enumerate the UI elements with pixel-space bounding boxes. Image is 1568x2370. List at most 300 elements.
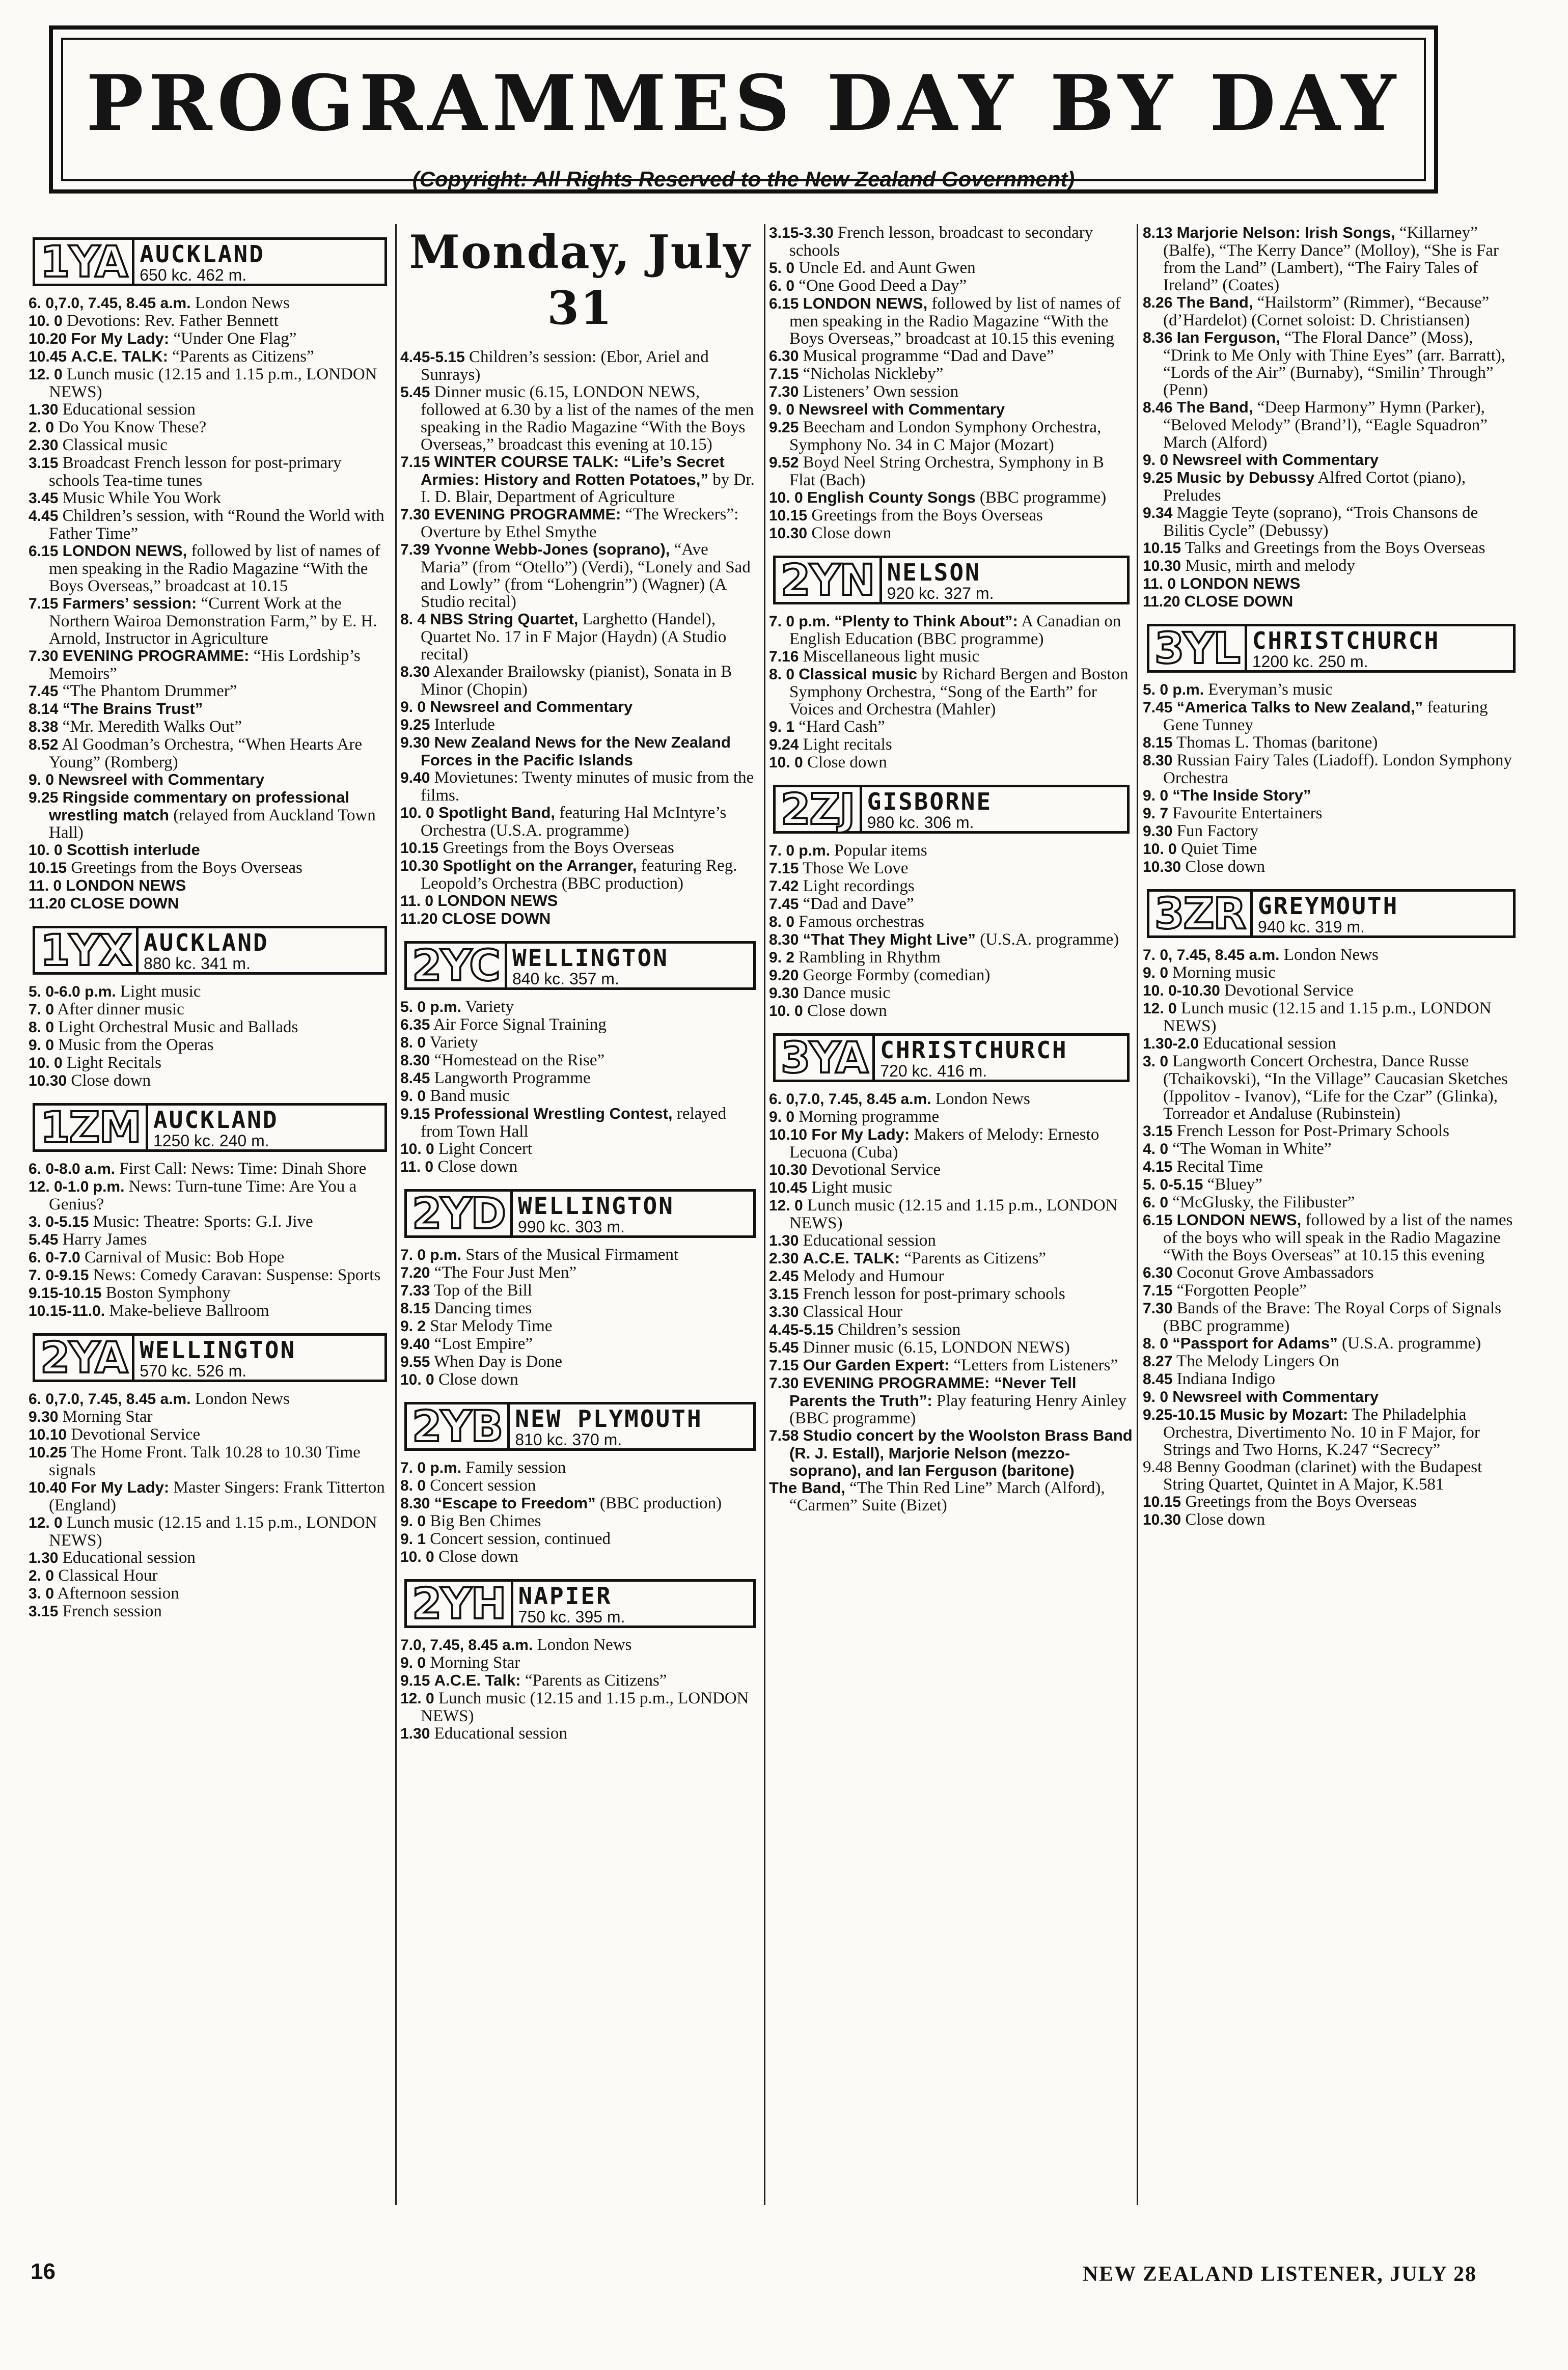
entry-time: 7.15 — [769, 860, 799, 877]
entry-text: The Home Front. Talk 10.28 to 10.30 Time signals — [49, 1443, 361, 1479]
programme-entry — [29, 1479, 391, 1514]
entry-time: 10. 0-10.30 — [1143, 982, 1220, 999]
entry-text: London News — [195, 294, 290, 312]
programme-entry — [29, 1178, 391, 1213]
entry-time: 7. 0 p.m. — [769, 613, 831, 630]
day-title: Monday, July 31 — [409, 225, 751, 335]
entry-time: 4.15 — [1143, 1159, 1173, 1175]
station-info — [507, 944, 753, 987]
entry-time: 7. 0 p.m. — [400, 1247, 462, 1263]
station-info — [139, 928, 384, 972]
entry-time: 7.45 — [29, 683, 59, 700]
station-header — [33, 1103, 387, 1152]
station-call-sign: 1YA — [35, 240, 134, 284]
entry-text: French session — [62, 1602, 162, 1620]
entry-text: Alfred Cortot (piano), Preludes — [1163, 469, 1466, 505]
programme-entry — [769, 507, 1134, 525]
programme-entry — [1143, 1406, 1520, 1458]
entry-highlight: The Band, — [769, 1479, 845, 1497]
entry-time: 12. 0 — [769, 1197, 803, 1214]
programme-entry — [769, 895, 1134, 913]
entry-time: 11.20 — [29, 895, 66, 912]
entry-time: 9.30 — [769, 985, 799, 1002]
entry-time: 9. 0 — [29, 771, 54, 788]
entry-time: 3. 0 — [1143, 1053, 1169, 1070]
entry-text: Listeners’ Own session — [803, 382, 959, 401]
programme-entry — [29, 1231, 391, 1249]
entry-text: Music While You Work — [62, 489, 222, 507]
entry-time: 7.0, 7.45, 8.45 a.m. — [400, 1637, 533, 1654]
entry-time: 10.15 — [400, 840, 439, 857]
column-4 — [1143, 224, 1520, 2241]
programme-entry — [29, 1160, 391, 1178]
entry-time: 7.45 — [769, 896, 799, 913]
entry-time: 5. 0-6.0 p.m. — [29, 983, 116, 1000]
station-call-sign: 2YB — [407, 1404, 510, 1448]
station-header — [404, 941, 756, 990]
entry-text: (BBC production) — [599, 1494, 722, 1512]
programme-entry — [29, 489, 391, 507]
entry-text: “Killarney” (Balfe), “The Kerry Dance” (Molloy), “She is Far from the Land” (Lambert), “The Fairy Tales of Ireland” (Coates) — [1163, 224, 1499, 294]
entry-highlight: Newsreel with Commentary — [58, 770, 265, 788]
entry-text: Children’s session: (Ebor, Ariel and Sunrays) — [421, 348, 709, 384]
station-call-sign: 3ZR — [1149, 892, 1253, 935]
entry-time: 5.45 — [769, 1339, 799, 1356]
programme-entry — [400, 892, 760, 910]
entry-text: Carnival of Music: Bob Hope — [84, 1248, 285, 1266]
entry-text: Recital Time — [1176, 1158, 1263, 1176]
entry-highlight: “That They Might Live” — [803, 930, 976, 948]
station-header — [773, 1033, 1130, 1082]
programme-entry — [400, 1300, 760, 1317]
programme-entry — [29, 595, 391, 647]
programme-entry — [769, 383, 1134, 401]
entry-text: Music from the Operas — [58, 1036, 214, 1054]
entry-time: 10.30 — [1143, 859, 1181, 875]
programme-entry — [1143, 1458, 1520, 1493]
entry-text: Langworth Concert Orchestra, Dance Russe (Tchaikovski), “In the Village” Caucasian Sketches (Ippolitov - Ivanov), “Life for the Czar” (Glinka), Torreador et Andaluse (Rubinstein) — [1163, 1052, 1508, 1123]
entry-time: 6.15 — [769, 295, 799, 312]
entry-time: 8.30 — [400, 1495, 430, 1512]
entry-text: Indiana Indigo — [1176, 1370, 1275, 1388]
programme-entry — [29, 1036, 391, 1054]
entry-text: Maggie Teyte (soprano), “Trois Chansons de Bilitis Cycle” (Debussy) — [1163, 504, 1478, 540]
programme-entry — [1143, 1264, 1520, 1282]
entry-time: 10. 0 — [29, 842, 63, 859]
entry-time: 10. 0 — [769, 489, 803, 506]
entry-time: 10. 0 — [400, 1371, 434, 1388]
programme-entry — [400, 698, 760, 716]
entry-time: 8.45 — [400, 1070, 430, 1087]
programme-entry — [769, 613, 1134, 648]
programme-entry — [400, 1052, 760, 1069]
entry-time: 8.27 — [1143, 1353, 1173, 1370]
entry-text: Music: Theatre: Sports: G.I. Jive — [93, 1212, 313, 1231]
station-header — [404, 1579, 756, 1628]
programme-entry — [1143, 734, 1520, 752]
programme-entry — [769, 1427, 1134, 1479]
entry-time: 9. 0 — [1143, 1389, 1169, 1406]
entry-text: Children’s session, with “Round the World with Father Time” — [49, 507, 384, 543]
entry-time: 11. 0 — [1143, 575, 1176, 592]
entry-highlight: CLOSE DOWN — [1184, 592, 1294, 610]
entry-highlight: New Zealand News for the New Zealand Forces in the Pacific Islands — [421, 733, 731, 769]
station-city: WELLINGTON — [140, 1336, 296, 1364]
programme-entry — [1143, 805, 1520, 822]
station-frequency: 840 kc. 357 m. — [512, 970, 619, 988]
entry-text: First Call: News: Time: Dinah Shore — [119, 1160, 367, 1178]
programme-entry — [769, 1161, 1134, 1179]
entry-time: 10.15 — [769, 507, 808, 524]
entry-text: Morning Star — [62, 1408, 153, 1426]
entry-text: featuring Reg. Leopold’s Orchestra (BBC production) — [421, 857, 737, 893]
entry-time: 10. 0 — [769, 754, 803, 771]
entry-text: Top of the Bill — [434, 1281, 532, 1300]
entry-time: 9.25 — [29, 789, 59, 806]
entry-text: Favourite Entertainers — [1172, 804, 1323, 822]
station-call-sign: 2YH — [407, 1582, 513, 1625]
entry-time: 12. 0-1.0 p.m. — [29, 1178, 125, 1195]
entry-text: Light Orchestral Music and Ballads — [58, 1018, 298, 1036]
entry-text: Make-believe Ballroom — [109, 1302, 269, 1320]
entry-time: 8.30 — [769, 931, 799, 948]
entry-time: 9. 0 — [1143, 964, 1169, 981]
entry-time: 9.55 — [400, 1354, 430, 1370]
station-call-sign: 2ZJ — [776, 787, 862, 831]
station-info — [882, 558, 1127, 602]
entry-text: Do You Know These? — [58, 418, 207, 436]
station-city: CHRISTCHURCH — [1252, 627, 1440, 654]
entry-text: French Lesson for Post-Primary Schools — [1176, 1122, 1449, 1140]
station-city: NEW PLYMOUTH — [515, 1405, 703, 1432]
entry-time: 7.15 — [29, 595, 59, 612]
entry-time: 7. 0 p.m. — [769, 842, 831, 859]
entry-highlight: LONDON NEWS — [437, 892, 558, 910]
entry-time: 8.14 — [29, 701, 59, 718]
station-header — [404, 1402, 756, 1451]
programme-entry — [769, 1479, 1134, 1514]
entry-text: followed by list of names of men speaking in the Radio Magazine “With the Boys Overseas,” broadcast at 10.15 — [49, 542, 380, 595]
entry-text: Musical programme “Dad and Dave” — [803, 347, 1054, 365]
programme-entry — [29, 1585, 391, 1603]
programme-entry — [1143, 1176, 1520, 1194]
entry-text: Greetings from the Boys Overseas — [71, 859, 302, 877]
programme-entry — [1143, 787, 1520, 805]
station-city: GREYMOUTH — [1258, 892, 1399, 920]
entry-text: Close down — [811, 524, 892, 542]
entry-text: Educational session — [62, 1549, 196, 1567]
entry-text: Educational session — [803, 1231, 936, 1250]
entry-highlight: WINTER COURSE TALK: “Life’s Secret Armies: History and Rotten Potatoes,” — [421, 453, 725, 488]
programme-entry — [400, 611, 760, 663]
entry-time: 6.30 — [1143, 1264, 1173, 1281]
entry-time: 8. 0 — [769, 914, 795, 930]
entry-text: Dinner music (6.15, LONDON NEWS, followed at 6.30 by a list of the names of the men speaking in the Radio Magazine “With the Boys Overseas,” broadcast this evening at 10.15) — [421, 383, 754, 454]
entry-time: 7.58 — [769, 1427, 799, 1444]
programme-entry — [400, 998, 760, 1016]
entry-time: 6. 0,7.0, 7.45, 8.45 a.m. — [769, 1091, 931, 1108]
entry-text: Morning Star — [430, 1654, 520, 1672]
entry-highlight: A.C.E. TALK: — [803, 1249, 900, 1267]
entry-time: 10.15-11.0. — [29, 1303, 105, 1319]
station-call-sign: 1ZM — [35, 1106, 148, 1149]
entry-time: 9. 0 — [769, 1109, 795, 1125]
programme-entry — [400, 910, 760, 928]
entry-time: 7.16 — [769, 648, 799, 665]
entry-time: 11.20 — [400, 911, 438, 927]
entry-time: 10. 0 — [29, 1055, 63, 1071]
entry-time: 10. 0 — [1143, 841, 1177, 858]
entry-time: 9.52 — [769, 454, 799, 471]
programme-entry — [29, 1054, 391, 1072]
programme-entry — [29, 542, 391, 595]
entry-text: “Lost Empire” — [434, 1335, 533, 1353]
programme-entry — [769, 1357, 1134, 1374]
entry-time: 3. 0-5.15 — [29, 1214, 89, 1230]
entry-text: Miscellaneous light music — [803, 647, 980, 666]
entry-text: “Parents as Citizens” — [172, 347, 314, 366]
programme-entry — [769, 1374, 1134, 1427]
entry-time: 7. 0 p.m. — [400, 1459, 462, 1476]
entry-time: 8. 0 — [29, 1019, 54, 1036]
entry-time: 8.15 — [1143, 734, 1173, 751]
entry-time: 8.36 — [1143, 329, 1173, 346]
entry-text: Lunch music (12.15 and 1.15 p.m., LONDON NEWS) — [789, 1196, 1118, 1232]
entry-time: 3.15 — [769, 1286, 799, 1303]
programme-entry — [400, 541, 760, 611]
entry-time: 3.15-3.30 — [769, 225, 834, 241]
entry-time: 5.45 — [400, 384, 430, 401]
entry-time: 12. 0 — [29, 1514, 63, 1531]
entry-text: News: Comedy Caravan: Suspense: Sports — [93, 1266, 381, 1284]
entry-time: 1.30-2.0 — [1143, 1035, 1199, 1052]
station-frequency: 990 kc. 303 m. — [518, 1218, 625, 1236]
entry-text: Close down — [807, 1002, 887, 1020]
programme-entry — [400, 839, 760, 857]
entry-text: “Forgotten People” — [1176, 1281, 1307, 1300]
entry-highlight: Newsreel with Commentary — [1172, 451, 1379, 469]
entry-text: Harry James — [62, 1230, 147, 1249]
entry-text: “Hard Cash” — [799, 718, 885, 736]
entry-time: 5. 0-5.15 — [1143, 1176, 1203, 1193]
entry-highlight: Music by Debussy — [1176, 469, 1315, 486]
entry-highlight: “The Inside Story” — [1172, 786, 1311, 804]
programme-entry — [769, 1002, 1134, 1020]
programme-entry — [1143, 1053, 1520, 1122]
programme-entry — [1143, 752, 1520, 787]
entry-text: “Ave Maria” (from “Otello”) (Verdi), “Lonely and Sad and Lowly” (from “Lohengrin”) (Wagner) (A Studio recital) — [421, 540, 751, 611]
station-header — [33, 237, 387, 286]
station-call-sign: 1YX — [35, 928, 139, 972]
programme-entry — [769, 224, 1134, 259]
entry-time: 7.45 — [1143, 699, 1173, 716]
programme-entry — [769, 1303, 1134, 1321]
programme-entry — [769, 277, 1134, 295]
programme-entry — [400, 1140, 760, 1158]
entry-time: 9. 0 — [400, 699, 426, 715]
programme-entry — [29, 436, 391, 454]
entry-text: followed by list of names of men speaking in the Radio Magazine “With the Boys Overseas,” broadcast at 10.15 this evening — [789, 294, 1121, 348]
entry-text: Big Ben Chimes — [430, 1512, 541, 1530]
entry-text: Children’s session — [838, 1320, 961, 1339]
programme-entry — [1143, 294, 1520, 329]
programme-entry — [400, 1158, 760, 1176]
programme-entry — [1143, 469, 1520, 504]
entry-text: “The Phantom Drummer” — [62, 682, 237, 700]
entry-text: followed by a list of the names of the boys who will speak in the Radio Magazine “With the Boys Overseas” at 10.15 this evening — [1163, 1211, 1513, 1264]
programme-entry — [400, 1317, 760, 1335]
entry-time: 9.25 — [1143, 470, 1173, 486]
programme-entry — [769, 754, 1134, 771]
programme-entry — [29, 859, 391, 877]
station-call-sign: 3YL — [1149, 626, 1247, 670]
programme-entry — [769, 525, 1134, 542]
entry-time: 7.42 — [769, 878, 799, 895]
programme-entry — [29, 1567, 391, 1585]
entry-time: 2.30 — [29, 437, 59, 454]
station-city: NELSON — [887, 559, 981, 586]
entry-text: London News — [537, 1636, 632, 1654]
station-call-sign: 2YC — [407, 944, 507, 987]
programme-entry — [1143, 1282, 1520, 1300]
entry-time: 7.30 — [400, 506, 430, 523]
programme-entry — [400, 716, 760, 734]
entry-time: 8. 0 — [400, 1477, 426, 1494]
programme-entry — [769, 967, 1134, 984]
entry-text: Dinner music (6.15, LONDON NEWS) — [803, 1338, 1070, 1357]
entry-text: Russian Fairy Tales (Liadoff). London Symphony Orchestra — [1163, 751, 1512, 787]
entry-time: 10.25 — [29, 1444, 67, 1461]
station-info — [513, 1192, 753, 1235]
entry-time: 10.45 — [29, 348, 67, 365]
entry-time: 8.30 — [1143, 752, 1173, 769]
entry-time: 9.20 — [769, 967, 799, 984]
programme-entry — [769, 949, 1134, 967]
entry-text: Light Concert — [438, 1140, 533, 1158]
entry-text: Popular items — [834, 841, 927, 860]
programme-entry — [400, 1016, 760, 1034]
entry-time: 9. 0 — [400, 1088, 426, 1105]
programme-entry — [769, 365, 1134, 383]
entry-text: Light recordings — [803, 877, 915, 895]
programme-entry — [400, 1548, 760, 1566]
entry-time: 3.15 — [29, 455, 59, 472]
entry-text: Air Force Signal Training — [433, 1015, 607, 1034]
station-city: CHRISTCHURCH — [880, 1036, 1068, 1064]
programme-entry — [29, 700, 391, 718]
entry-time: 10.30 — [1143, 558, 1181, 574]
programme-entry — [1143, 1388, 1520, 1406]
programme-entry — [29, 1302, 391, 1320]
programme-entry — [769, 259, 1134, 277]
programme-entry — [1143, 681, 1520, 699]
entry-text: Bands of the Brave: The Royal Corps of Signals (BBC programme) — [1163, 1299, 1501, 1335]
entry-time: 9.30 — [400, 734, 430, 751]
entry-time: 8.52 — [29, 736, 59, 753]
programme-entry — [1143, 1122, 1520, 1140]
entry-text: Afternoon session — [57, 1584, 179, 1603]
entry-highlight: Music by Mozart: — [1220, 1406, 1349, 1423]
entry-time: 5. 0 p.m. — [1143, 681, 1204, 698]
entry-time: 3.45 — [29, 490, 59, 507]
programme-entry — [769, 1285, 1134, 1303]
entry-text: “The Four Just Men” — [434, 1263, 577, 1282]
programme-entry — [769, 1126, 1134, 1161]
entry-text: Boyd Neel String Orchestra, Symphony in B Flat (Bach) — [789, 453, 1104, 489]
entry-text: “His Lordship’s Memoirs” — [49, 647, 361, 683]
programme-entry — [400, 1654, 760, 1672]
entry-text: Devotional Service — [71, 1425, 201, 1444]
entry-time: 1.30 — [769, 1232, 799, 1249]
entry-highlight: Ringside commentary on professional wrestling match — [49, 788, 349, 824]
entry-time: 12. 0 — [29, 366, 63, 383]
entry-text: London News — [1283, 946, 1379, 964]
programme-entry — [769, 347, 1134, 365]
entry-time: 7. 0, 7.45, 8.45 a.m. — [1143, 947, 1280, 963]
entry-text: Light recitals — [803, 735, 892, 754]
programme-entry — [769, 489, 1134, 507]
programme-entry — [769, 860, 1134, 877]
entry-text: “The Woman in White” — [1172, 1140, 1332, 1158]
entry-time: 7.39 — [400, 541, 430, 558]
programme-entry — [400, 1690, 760, 1725]
programme-entry — [400, 1672, 760, 1690]
entry-text: by Richard Bergen and Boston Symphony Orchestra, “Song of the Earth” for Voices and Orchestra (Mahler) — [789, 665, 1129, 719]
programme-entry — [29, 771, 391, 789]
station-info — [148, 1106, 384, 1149]
programme-entry — [769, 718, 1134, 736]
entry-time: 7.15 — [769, 366, 799, 382]
station-info — [134, 240, 384, 284]
entry-time: 8.30 — [400, 1052, 430, 1069]
entry-text: London News — [935, 1090, 1030, 1108]
entry-time: 10.15 — [29, 860, 67, 876]
entry-time: 9. 0 — [1143, 452, 1169, 469]
entry-time: 9. 0 — [400, 1513, 426, 1530]
entry-time: 9.15 — [400, 1672, 430, 1689]
entry-highlight: EVENING PROGRAMME: — [434, 505, 621, 523]
entry-highlight: Classical music — [799, 665, 917, 683]
entry-text: Classical Hour — [803, 1303, 902, 1321]
station-city: WELLINGTON — [518, 1192, 674, 1220]
entry-text: “Parents as Citizens” — [904, 1249, 1047, 1267]
entry-time: 11.20 — [1143, 593, 1180, 610]
station-header — [33, 1333, 387, 1382]
entry-text: Educational session — [62, 400, 196, 419]
programme-entry — [1143, 1211, 1520, 1264]
entry-text: Dance music — [803, 984, 890, 1002]
station-city: AUCKLAND — [144, 929, 269, 956]
programme-entry — [29, 454, 391, 489]
entry-text: 9.48 Benny Goodman (clarinet) with the Budapest String Quartet, Quintet in A Major, K.581 — [1143, 1458, 1482, 1494]
programme-entry — [400, 1264, 760, 1282]
station-frequency: 810 kc. 370 m. — [515, 1430, 622, 1449]
station-frequency: 880 kc. 341 m. — [144, 954, 251, 973]
programme-entry — [769, 913, 1134, 931]
entry-time: 7.30 — [1143, 1300, 1173, 1317]
entry-highlight: Newsreel with Commentary — [1172, 1388, 1379, 1406]
programme-entry — [1143, 1300, 1520, 1335]
entry-time: 11. 0 — [400, 1159, 434, 1175]
station-city: WELLINGTON — [512, 944, 669, 972]
entry-highlight: For My Lady: — [71, 1478, 170, 1496]
entry-highlight: English County Songs — [807, 488, 976, 506]
entry-highlight: The Band, — [1176, 293, 1253, 311]
entry-text: Light music — [811, 1178, 892, 1197]
programme-entry — [1143, 1335, 1520, 1353]
entry-highlight: NBS String Quartet, — [430, 610, 579, 628]
station-info — [1253, 892, 1513, 935]
